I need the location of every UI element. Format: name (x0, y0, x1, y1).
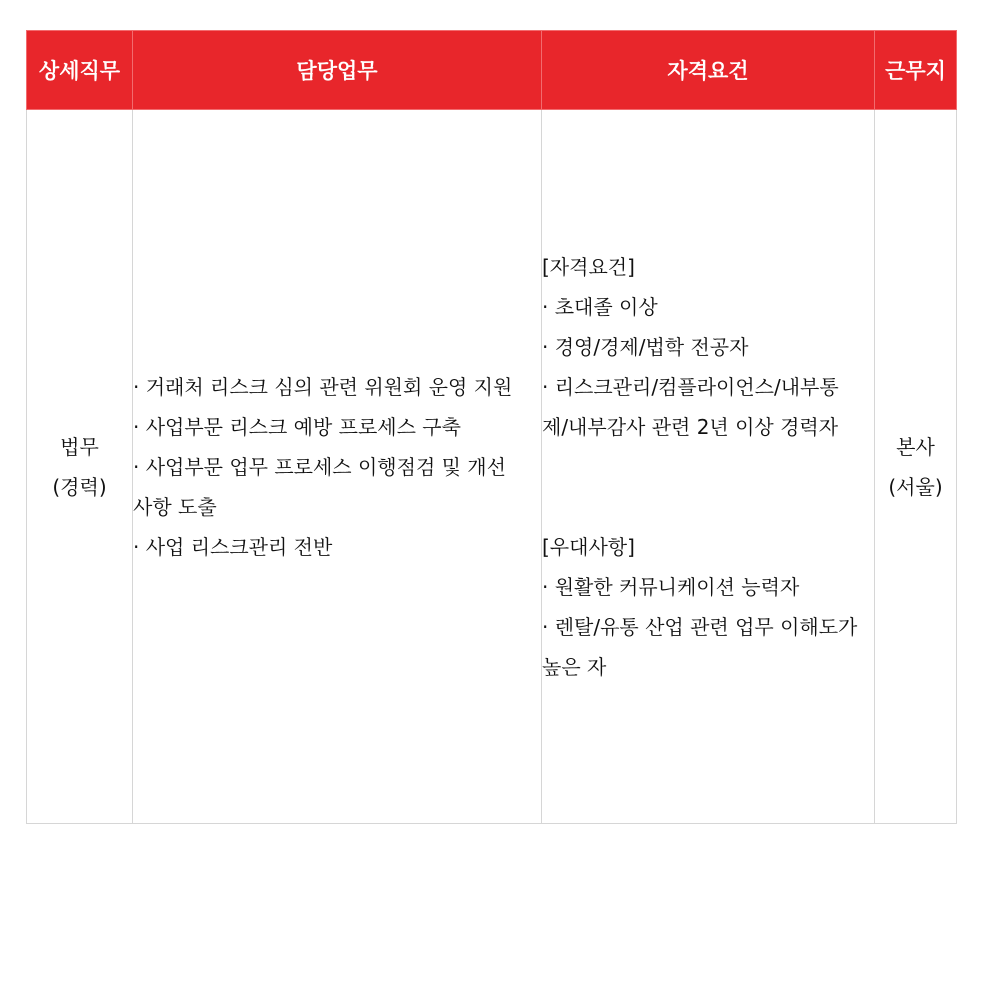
header-qualifications: 자격요건 (542, 31, 875, 110)
job-type: (경력) (52, 474, 107, 499)
header-duties: 담당업무 (133, 31, 542, 110)
qualification-item-continuation: 제/내부감사 관련 2년 이상 경력자 (542, 414, 839, 439)
preference-item: · 원활한 커뮤니케이션 능력자 (542, 574, 800, 599)
duty-item: · 거래처 리스크 심의 관련 위원회 운영 지원 (133, 374, 513, 399)
duty-item-continuation: 사항 도출 (133, 494, 217, 519)
job-detail-cell (27, 110, 133, 824)
qualifications-cell (542, 110, 875, 824)
job-title: 법무 (60, 434, 99, 459)
preference-item-continuation: 높은 자 (542, 654, 607, 679)
location-city: (서울) (888, 474, 943, 499)
location-name: 본사 (896, 434, 935, 459)
table-header-row (27, 31, 957, 110)
duty-item: · 사업 리스크관리 전반 (133, 534, 333, 559)
qualification-item: · 초대졸 이상 (542, 294, 658, 319)
duties-cell (133, 110, 542, 824)
preference-item: · 렌탈/유통 산업 관련 업무 이해도가 (542, 614, 858, 639)
spacer (542, 487, 874, 527)
qualification-item: · 리스크관리/컴플라이언스/내부통 (542, 374, 839, 399)
duty-item: · 사업부문 리스크 예방 프로세스 구축 (133, 414, 461, 439)
qualification-item: · 경영/경제/법학 전공자 (542, 334, 749, 359)
preference-heading: [우대사항] (542, 534, 635, 559)
qualification-heading: [자격요건] (542, 254, 635, 279)
header-location: 근무지 (875, 31, 957, 110)
table-row (27, 110, 957, 824)
job-posting-table (26, 30, 957, 824)
header-job-detail: 상세직무 (27, 31, 133, 110)
location-cell (875, 110, 957, 824)
spacer (542, 447, 874, 487)
duty-item: · 사업부문 업무 프로세스 이행점검 및 개선 (133, 454, 506, 479)
